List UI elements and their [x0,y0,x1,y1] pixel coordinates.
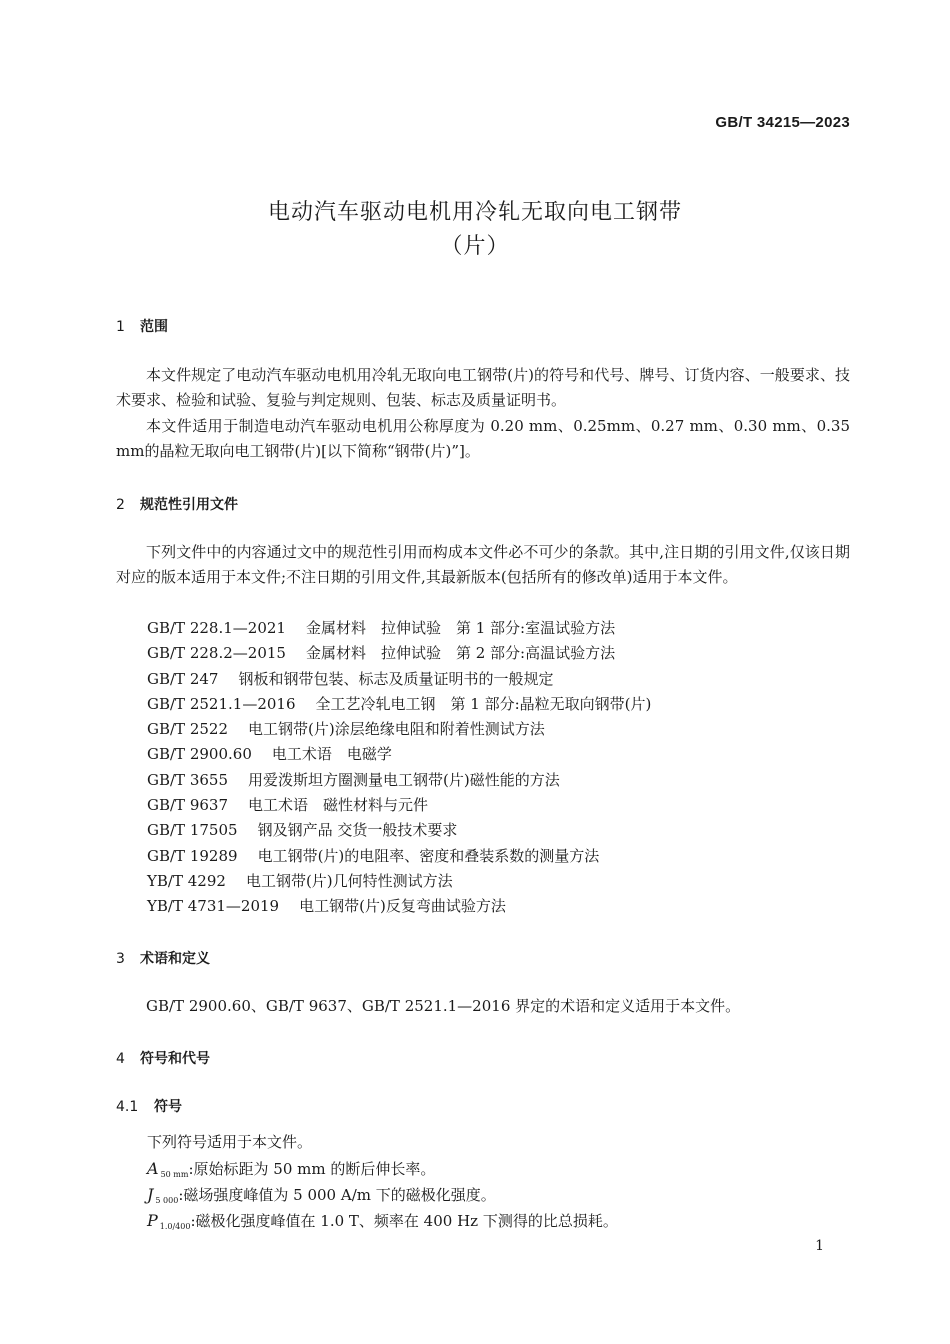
reference-title: 电工钢带(片)几何特性测试方法 [245,871,453,890]
reference-title: 电工钢带(片)的电阻率、密度和叠装系数的测量方法 [257,846,600,865]
reference-title: 钢板和钢带包装、标志及质量证明书的一般规定 [238,669,554,688]
section-4-heading [116,1048,210,1068]
section-number: 2 [116,497,125,513]
reference-code: GB/T 228.2—2015 [147,644,286,663]
section-2-paragraph: 下列文件中的内容通过文中的规范性引用而构成本文件必不可少的条款。其中,注日期的引用文件,仅该日期对应的版本适用于本文件;不注日期的引用文件,其最新版本(包括所有的修改单)适用于本文件。 [116,543,850,586]
section-3-heading [116,948,210,968]
reference-item [147,818,651,843]
section-number: 4 [116,1051,125,1067]
title-line-1: 电动汽车驱动电机用冷轧无取向电工钢带 [267,200,682,225]
standard-code: GB/T 34215—2023 [715,114,850,131]
section-title: 范围 [140,319,168,335]
reference-code: GB/T 19289 [147,846,238,865]
page-number: 1 [815,1238,824,1254]
reference-code: GB/T 3655 [147,770,229,789]
document-title [0,196,950,264]
section-title: 规范性引用文件 [140,497,238,513]
reference-title: 全工艺冷轧电工钢 第 1 部分:晶粒无取向钢带(片) [315,694,652,713]
normative-reference-list [147,616,651,920]
reference-item [147,894,651,919]
symbol: P [147,1211,158,1230]
symbol-subscript: 1.0/400 [159,1222,191,1231]
reference-item [147,717,651,742]
reference-item [147,692,651,717]
reference-item [147,667,651,692]
reference-item [147,616,651,641]
reference-code: GB/T 2900.60 [147,745,252,764]
reference-code: GB/T 247 [147,669,219,688]
reference-code: GB/T 17505 [147,821,238,840]
section-2-heading [116,494,238,514]
symbol-description: :磁极化强度峰值在 1.0 T、频率在 400 Hz 下测得的比总损耗。 [190,1212,618,1230]
section-3-paragraph: GB/T 2900.60、GB/T 9637、GB/T 2521.1—2016 界定的术语和定义适用于本文件。 [146,997,741,1015]
reference-code: YB/T 4731—2019 [147,897,280,916]
reference-title: 金属材料 拉伸试验 第 2 部分:高温试验方法 [305,644,616,663]
reference-title: 钢及钢产品 交货一般技术要求 [257,821,458,840]
reference-item [147,641,651,666]
section-1-paragraph-2: 本文件适用于制造电动汽车驱动电机用公称厚度为 0.20 mm、0.25mm、0.27 mm、0.30 mm、0.35 mm的晶粒无取向电工钢带(片)[以下简称“钢带(片)”]。 [116,417,850,460]
symbol-definition [147,1208,618,1239]
reference-item [147,742,651,767]
section-number: 1 [116,319,125,335]
reference-title: 电工术语 磁性材料与元件 [248,796,429,815]
symbol: A [147,1159,159,1178]
reference-item [147,844,651,869]
symbols-intro: 下列符号适用于本文件。 [147,1133,313,1151]
title-line-2: （片） [440,234,510,259]
reference-item [147,869,651,894]
subsection-4-1-heading [116,1096,182,1116]
reference-title: 电工钢带(片)涂层绝缘电阻和附着性测试方法 [248,720,545,739]
subsection-title: 符号 [154,1099,182,1115]
reference-item [147,793,651,818]
section-number: 3 [116,951,125,967]
section-1-paragraph-1: 本文件规定了电动汽车驱动电机用冷轧无取向电工钢带(片)的符号和代号、牌号、订货内容、一般要求、技术要求、检验和试验、复验与判定规则、包装、标志及质量证明书。 [116,366,850,409]
symbol-subscript: 50 mm [160,1170,189,1179]
symbol-description: :磁场强度峰值为 5 000 A/m 下的磁极化强度。 [178,1186,496,1204]
reference-code: GB/T 2521.1—2016 [147,694,296,713]
symbol-description: :原始标距为 50 mm 的断后伸长率。 [188,1160,436,1178]
reference-title: 用爱泼斯坦方圈测量电工钢带(片)磁性能的方法 [248,770,560,789]
subsection-number: 4.1 [116,1099,139,1115]
reference-code: GB/T 228.1—2021 [147,619,286,637]
reference-code: GB/T 9637 [147,796,229,815]
section-title: 术语和定义 [140,951,210,967]
reference-code: YB/T 4292 [147,871,226,890]
symbol-subscript: 5 000 [155,1196,179,1205]
reference-title: 金属材料 拉伸试验 第 1 部分:室温试验方法 [305,619,616,637]
section-title: 符号和代号 [140,1051,210,1067]
section-1-heading [116,316,168,336]
symbol: J [147,1185,154,1204]
reference-title: 电工术语 电磁学 [271,745,392,764]
reference-item [147,768,651,793]
reference-code: GB/T 2522 [147,720,229,739]
reference-title: 电工钢带(片)反复弯曲试验方法 [299,897,506,916]
